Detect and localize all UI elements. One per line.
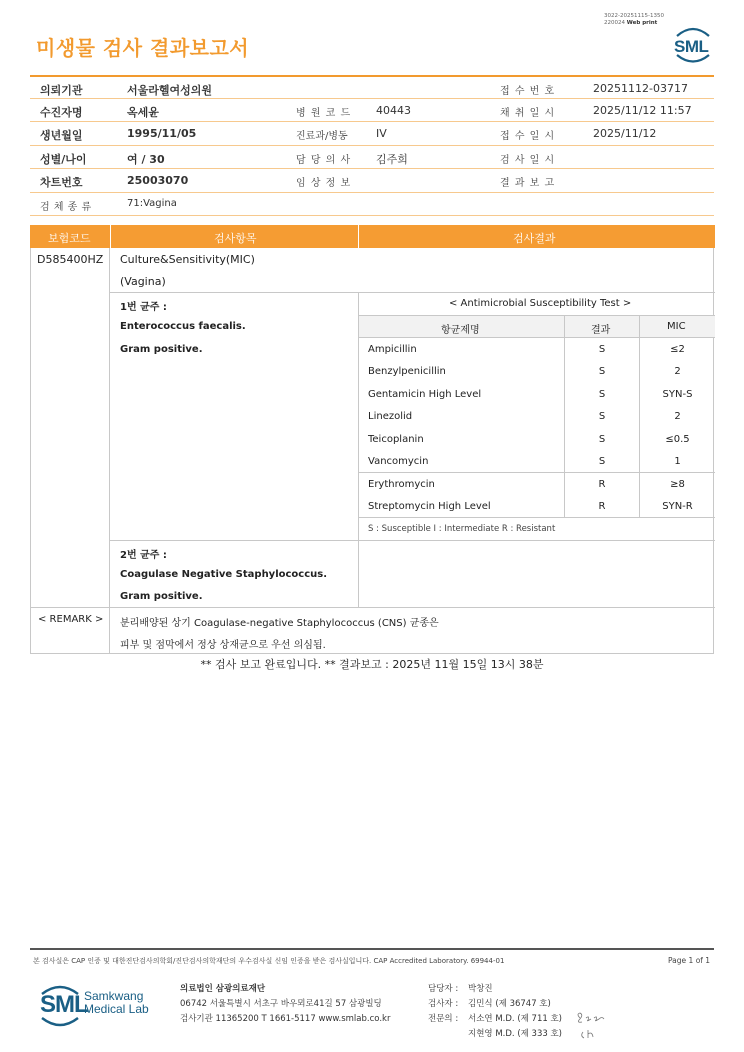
ast-drug-column-header: 항균제명: [441, 325, 480, 336]
ast-mic: SYN-R: [662, 501, 693, 512]
staff-role: 검사자 :: [428, 999, 459, 1009]
ast-drug-name: Streptomycin High Level: [368, 501, 491, 512]
ast-mic-column-header: MIC: [667, 321, 686, 332]
print-id-line1: 3022-20251115-1350: [604, 13, 664, 19]
sex-age-value: 여 / 30: [127, 152, 165, 166]
column-divider: [358, 292, 359, 607]
specimen-type-value: 71:Vagina: [127, 197, 177, 209]
staff-name: 서소연 M.D. (제 711 호): [468, 1014, 563, 1024]
row-divider: [109, 292, 715, 293]
test-result-header: 검사결과: [513, 232, 556, 245]
hospital-code-value: 40443: [376, 103, 411, 117]
ast-legend: S : Susceptible I : Intermediate R : Resistant: [368, 524, 556, 534]
birthdate-label: 생년월일: [40, 129, 83, 142]
hospital-code-label: 병 원 코 드: [296, 107, 352, 119]
footer-brand-name: [84, 990, 149, 1016]
row-divider: [31, 607, 715, 608]
organism-2-gram: Gram positive.: [120, 591, 203, 602]
info-row: [30, 146, 714, 170]
ast-result: S: [598, 456, 606, 467]
ast-drug-name: Erythromycin: [368, 479, 435, 490]
ast-mic: 1: [674, 456, 681, 467]
accession-number-value: 20251112-03717: [593, 82, 688, 95]
row-divider: [358, 337, 715, 338]
footer-logo-text: SML: [40, 991, 88, 1018]
ast-result: S: [598, 389, 606, 400]
print-id: [604, 13, 664, 27]
ast-result: S: [598, 434, 606, 445]
requesting-institution-value: 서울라헬여성의원: [127, 84, 213, 97]
organism-1-gram: Gram positive.: [120, 344, 203, 355]
info-row: [30, 75, 714, 99]
test-item-header: 검사항목: [214, 232, 257, 245]
physician-label: 담 당 의 사: [296, 154, 352, 166]
organism-1-label: 1번 균주 :: [120, 302, 167, 313]
specimen-name: (Vagina): [120, 275, 166, 288]
row-divider: [358, 472, 715, 473]
ast-result: S: [598, 344, 606, 355]
staff-list: [428, 982, 562, 1042]
foundation-name: 의료법인 삼광의료재단: [180, 984, 266, 994]
results-table: [30, 225, 714, 654]
page-title: 미생물 검사 결과보고서: [36, 36, 250, 60]
organism-1-name: Enterococcus faecalis.: [120, 321, 246, 332]
foundation-contact: 검사기관 11365200 T 1661-5117 www.smlab.co.kr: [180, 1014, 391, 1024]
result-report-label: 결 과 보 고: [500, 178, 556, 189]
brand-line-1: Samkwang: [84, 989, 144, 1003]
test-date-label: 검 사 일 시: [500, 154, 556, 166]
column-divider: [564, 315, 565, 337]
print-id-line2: 220024: [604, 20, 625, 26]
sex-age-label: 성별/나이: [40, 152, 87, 166]
info-row: [30, 122, 714, 146]
ast-mic: SYN-S: [662, 389, 693, 400]
row-divider: [109, 540, 715, 541]
specimen-type-label: 검 체 종 류: [40, 201, 92, 213]
results-header-row: [30, 225, 715, 248]
info-row: [30, 99, 714, 123]
staff-role: 담당자 :: [428, 984, 459, 994]
patient-info-table: [30, 75, 714, 216]
ast-result-column-header: 결과: [591, 325, 611, 336]
column-divider: [109, 248, 110, 654]
certification-note: 본 검사실은 CAP 인증 및 대한진단검사의학회/진단검사의학재단의 우수검사실 신임 인증을 받은 검사실입니다. CAP Accredited Laboratory. 69944-01: [33, 957, 505, 965]
staff-row: [428, 1027, 562, 1042]
ast-drug-name: Linezolid: [368, 411, 413, 422]
sml-logo: [671, 24, 715, 64]
staff-row: [428, 982, 562, 997]
ast-drug-name: Ampicillin: [368, 344, 417, 355]
requesting-institution-label: 의뢰기관: [40, 84, 83, 97]
remark-label: < REMARK >: [38, 614, 104, 625]
footer-divider: [30, 948, 714, 950]
report-completion-note: ** 검사 보고 완료입니다. ** 결과보고 : 2025년 11월 15일 13시 38분: [200, 658, 544, 671]
ast-mic: 2: [674, 411, 681, 422]
foundation-address: 06742 서울특별시 서초구 바우뫼로41길 57 삼광빌딩: [180, 999, 382, 1009]
collection-datetime-label: 채 취 일 시: [500, 107, 556, 119]
footer-logo: [36, 982, 158, 1028]
collection-datetime-value: 2025/11/12 11:57: [593, 103, 692, 117]
header-divider: [358, 225, 359, 248]
web-print-label: Web print: [626, 20, 658, 26]
insurance-code-header: 보험코드: [48, 232, 91, 245]
remark-line-1: 분리배양된 상기 Coagulase-negative Staphylococcus (CNS) 균종은: [120, 618, 439, 629]
remark-line-2: 피부 및 점막에서 정상 상재균으로 우선 의심됨.: [120, 640, 326, 651]
info-row: [30, 193, 714, 217]
insurance-code-value: D585400HZ: [37, 253, 104, 266]
page-number: Page 1 of 1: [668, 956, 711, 965]
staff-name: 김민식 (제 36747 호): [468, 999, 551, 1009]
ast-result: R: [598, 501, 606, 512]
column-divider: [639, 315, 640, 337]
ast-drug-name: Vancomycin: [368, 456, 429, 467]
staff-row: [428, 1012, 562, 1027]
row-divider: [358, 517, 715, 518]
staff-name: 박창진: [468, 984, 493, 994]
ast-result: S: [598, 411, 606, 422]
staff-row: [428, 997, 562, 1012]
info-row: [30, 169, 714, 193]
chart-number-label: 차트번호: [40, 176, 83, 189]
ast-drug-name: Benzylpenicillin: [368, 366, 446, 377]
accession-number-label: 접 수 번 호: [500, 86, 556, 97]
clinical-info-label: 임 상 정 보: [296, 178, 352, 189]
ast-mic: ≤2: [670, 344, 685, 355]
header-divider: [110, 225, 111, 248]
ast-drug-name: Gentamicin High Level: [368, 389, 482, 400]
patient-name-value: 옥세윤: [127, 105, 159, 119]
ast-mic: ≥8: [670, 479, 685, 490]
birthdate-value: 1995/11/05: [127, 127, 197, 140]
foundation-info: [180, 982, 390, 1027]
staff-name: 지현영 M.D. (제 333 호): [468, 1029, 563, 1039]
ast-result: R: [598, 479, 606, 490]
department-value: IV: [376, 127, 387, 140]
chart-number-value: 25003070: [127, 174, 189, 187]
ast-result: S: [598, 366, 606, 377]
organism-2-name: Coagulase Negative Staphylococcus.: [120, 569, 328, 580]
received-date-value: 2025/11/12: [593, 127, 657, 140]
test-name: Culture&Sensitivity(MIC): [120, 253, 255, 266]
organism-2-label: 2번 균주 :: [120, 550, 167, 561]
sml-logo-text: SML: [674, 37, 709, 56]
received-date-label: 접 수 일 시: [500, 131, 556, 142]
ast-column-header-bg: [359, 316, 715, 337]
ast-mic: 2: [674, 366, 681, 377]
physician-value: 김주희: [376, 152, 408, 166]
department-label: 진료과/병동: [296, 131, 348, 142]
ast-drug-name: Teicoplanin: [368, 434, 424, 445]
ast-mic: ≤0.5: [665, 434, 690, 445]
patient-name-label: 수진자명: [40, 105, 83, 119]
brand-line-2: Medical Lab: [84, 1002, 149, 1016]
staff-role: 전문의 :: [428, 1014, 459, 1024]
signature-image: [574, 1010, 614, 1042]
ast-title: < Antimicrobial Susceptibility Test >: [449, 298, 632, 309]
